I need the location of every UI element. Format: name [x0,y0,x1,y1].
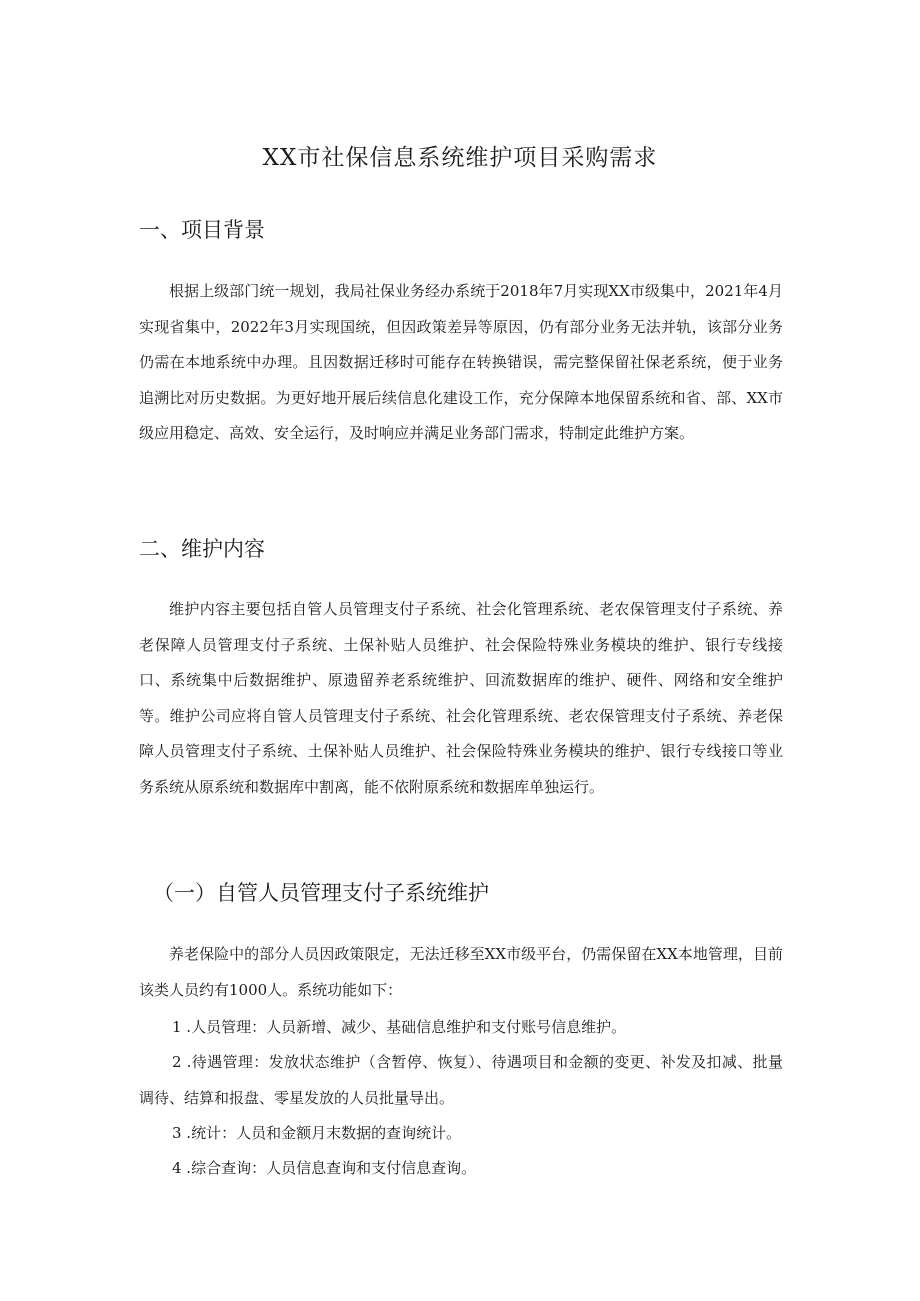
list-item-statistics: 3 .统计：人员和金额月末数据的查询统计。 [172,1124,462,1142]
paragraph-background: 根据上级部门统一规划，我局社保业务经办系统于2018年7月实现XX市级集中，2021年4月实现省集中，2022年3月实现国统，但因政策差异等原因，仍有部分业务无法并轨，该部分业务仍需在本地系统中办理。且因数据迁移时可能存在转换错误，需完整保留社保老系统，便于业务追溯比对历史数据。为更好地开展后续信息化建设工作，充分保障本地保留系统和省、部、XX市级应用稳定、高效、安全运行，及时响应并满足业务部门需求，特制定此维护方案。 [139,282,783,442]
list-item-personnel: 1 .人员管理：人员新增、减少、基础信息维护和支付账号信息维护。 [172,1018,627,1036]
document-title: XX市社保信息系统维护项目采购需求 [262,145,658,171]
section-heading-maintenance: 二、维护内容 [139,537,265,561]
subsection-heading-self-managed: （一）自管人员管理支付子系统维护 [153,881,489,905]
paragraph-maintenance: 维护内容主要包括自管人员管理支付子系统、社会化管理系统、老农保管理支付子系统、养老保障人员管理支付子系统、土保补贴人员维护、社会保险特殊业务模块的维护、银行专线接口、系统集中后数据维护、原遗留养老系统维护、回流数据库的维护、硬件、网络和安全维护等。维护公司应将自管人员管理支付子系统、社会化管理系统、老农保管理支付子系统、养老保障人员管理支付子系统、土保补贴人员维护、社会保险特殊业务模块的维护、银行专线接口等业务系统从原系统和数据库中割离，能不依附原系统和数据库单独运行。 [139,600,783,796]
section-heading-background: 一、项目背景 [139,218,265,242]
paragraph-self-managed: 养老保险中的部分人员因政策限定，无法迁移至XX市级平台，仍需保留在XX本地管理，目前该类人员约有1000人。系统功能如下： [139,945,783,999]
list-item-benefits: 2 .待遇管理：发放状态维护（含暂停、恢复）、待遇项目和金额的变更、补发及扣减、批量调待、结算和报盘、零星发放的人员批量导出。 [139,1053,783,1107]
list-item-query: 4 .综合查询：人员信息查询和支付信息查询。 [172,1159,477,1177]
